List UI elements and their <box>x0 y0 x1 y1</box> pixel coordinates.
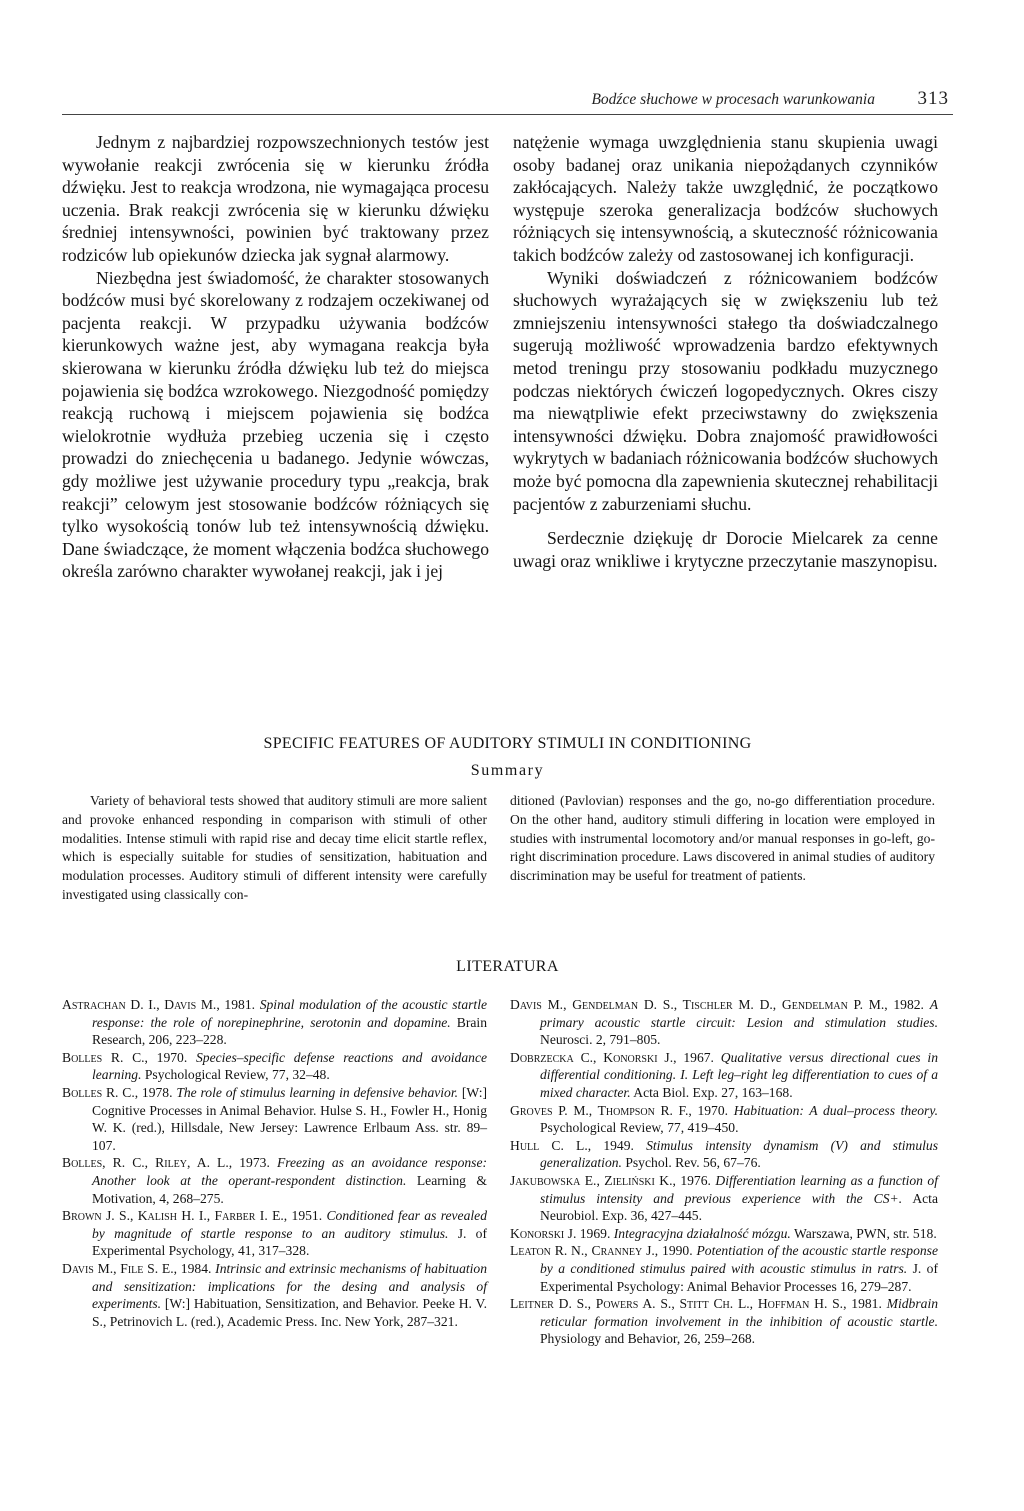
reference-title: Midbrain reticular formation involvement in the inhibition of acoustic startle. <box>540 1296 939 1329</box>
reference-authors: Groves P. M., Thompson R. F. <box>510 1102 689 1118</box>
summary-subtitle: Summary <box>470 762 545 779</box>
reference-source: Acta Neurobiol. Exp. 36, 427–445. <box>540 1190 938 1224</box>
reference-authors: Astrachan D. I., Davis M. <box>62 997 217 1012</box>
summary-column-left <box>62 792 487 905</box>
reference-item <box>510 1137 938 1172</box>
acknowledgment: Serdecznie dziękuję dr Dorocie Mielcarek za cenne uwagi oraz wnikliwe i krytyczne przeczytanie maszynopisu. <box>513 528 938 571</box>
reference-source: Psychological Review, 77, 419–450. <box>540 1120 739 1136</box>
reference-item <box>62 1084 487 1154</box>
reference-authors: Davis M., File S. E. <box>62 1260 174 1276</box>
reference-title: Spinal modulation of the acoustic startle response: the role of norepinephrine, serotonin and dopamine. <box>92 997 488 1030</box>
reference-year: , 1982. <box>884 997 930 1012</box>
reference-title: The role of stimulus learning in defensive behavior. <box>176 1084 459 1100</box>
reference-authors: Leaton R. N., Cranney J. <box>510 1243 655 1259</box>
reference-title: Potentiation of the acoustic startle response by a conditioned stimulus paired with acoustic stimulus in ratrs. <box>540 1243 938 1276</box>
reference-item <box>62 1207 487 1260</box>
summary-paragraph: ditioned (Pavlovian) responses and the go, no-go differentiation procedure. On the other hand, auditory stimuli differing in location were employed in studies with instrumental locomotory and/or manual responses in go-left, go-right discrimination procedure. Laws discovered in animal studies of auditory discrimination may be useful for treatment of patients. <box>510 793 935 884</box>
reference-authors: Jakubowska E., Zieliński K. <box>510 1172 673 1188</box>
reference-title: Freezing as an avoidance response: Another look at the operant-respondent distinction. <box>92 1155 488 1188</box>
reference-item <box>510 1172 938 1225</box>
reference-source: Psychol. Rev. 56, 67–76. <box>621 1155 761 1171</box>
reference-item <box>510 1295 938 1348</box>
reference-year: , 1967. <box>673 1049 721 1065</box>
summary-paragraph: Variety of behavioral tests showed that auditory stimuli are more salient and provoke enhanced responding in comparison with stimuli of other modalities. Intense stimuli with rapid rise and decay time elicit startle reflex, which is especially suitable for studies of sensitization, habituation and modulation processes. Auditory stimuli of different intensity were carefully investigated using classically con- <box>62 793 487 902</box>
reference-authors: Bolles R. C. <box>62 1084 135 1100</box>
reference-title: Qualitative versus directional cues in differential conditioning. I. Left leg–right leg differentiation to cues of a mixed character. <box>540 1049 938 1100</box>
reference-year: , 1976. <box>672 1172 716 1188</box>
reference-source: Warszawa, PWN, str. 518. <box>790 1225 937 1241</box>
references-column-left <box>62 996 487 1330</box>
reference-title: Species–specific defense reactions and avoidance learning. <box>92 1049 488 1083</box>
reference-title: Intrinsic and extrinsic mechanisms of habituation and sensitization: implications for the desing and analysis of experiments. <box>92 1260 488 1312</box>
reference-year: , 1981. <box>843 1296 887 1312</box>
reference-item <box>62 1049 487 1084</box>
reference-year: , 1970. <box>688 1102 734 1118</box>
reference-title: A primary acoustic startle circuit: Lesion and stimulation studies. <box>540 997 938 1030</box>
body-column-left <box>62 131 489 583</box>
reference-authors: Konorski J. <box>510 1225 577 1241</box>
page-number: 313 <box>917 88 949 109</box>
reference-source: Acta Biol. Exp. 27, 163–168. <box>630 1084 793 1100</box>
reference-item <box>510 1225 938 1243</box>
summary-title: SPECIFIC FEATURES OF AUDITORY STIMULI IN CONDITIONING <box>263 735 752 752</box>
reference-source: Brain Research, 206, 223–228. <box>92 1014 488 1048</box>
reference-title: Integracyjna działalność mózgu. <box>613 1225 791 1241</box>
reference-year: , 1978. <box>134 1084 177 1100</box>
reference-year: 1969. <box>576 1225 614 1241</box>
reference-title: Stimulus intensity dynamism (V) and stimulus generalization. <box>540 1137 939 1171</box>
reference-year: , 1990. <box>654 1243 697 1259</box>
reference-item <box>510 1049 938 1102</box>
references-column-right <box>510 996 938 1348</box>
reference-item <box>62 996 487 1049</box>
reference-title: Habituation: A dual–process theory. <box>733 1102 939 1118</box>
reference-year: , 1973. <box>228 1155 277 1171</box>
reference-item <box>510 1242 938 1295</box>
reference-source: Neurosci. 2, 791–805. <box>540 1032 661 1048</box>
reference-title: Conditioned fear as revealed by magnitude of startle response to an auditory stimulus. <box>92 1208 487 1241</box>
literature-title: LITERATURA <box>456 958 559 975</box>
reference-item <box>62 1154 487 1207</box>
reference-source: [W:] Habituation, Sensitization, and Behavior. Peeke H. V. S., Petrinovich L. (red.), Academic Press. Inc. New York, 287–321. <box>92 1296 487 1329</box>
reference-source: J. of Experimental Psychology: Animal Behavior Processes 16, 279–287. <box>540 1260 939 1294</box>
reference-source: Physiology and Behavior, 26, 259–268. <box>540 1331 756 1347</box>
body-paragraph: natężenie wymaga uwzględnienia stanu skupienia uwagi osoby badanej oraz unikania niepożądanych czynników zakłócających. Należy także uwzględnić, że początkowo występuje szeroka generalizacja bodźców słuchowych różniących się intensywnością, a skuteczność różnicowania takich bodźców zależy od zastosowanej ich konfiguracji. <box>513 132 938 265</box>
reference-authors: Davis M., Gendelman D. S., Tischler M. D., Gendelman P. M. <box>510 997 885 1012</box>
reference-source: [W:] Cognitive Processes in Animal Behavior. Hulse S. H., Fowler H., Honig W. K. (red.), Hillsdale, New Jersey: Lawrence Erlbaum Ass. str. 89–107. <box>92 1084 488 1153</box>
reference-year: , 1981. <box>216 997 260 1012</box>
reference-source: Psychological Review, 77, 32–48. <box>141 1067 330 1083</box>
reference-year: , 1951. <box>283 1208 327 1224</box>
reference-item <box>510 1102 938 1137</box>
summary-column-right <box>510 792 935 886</box>
reference-source: Learning & Motivation, 4, 268–275. <box>92 1172 488 1206</box>
reference-year: , 1949. <box>587 1137 647 1153</box>
body-paragraph: Niezbędna jest świadomość, że charakter stosowanych bodźców musi być skorelowany z rodzajem oczekiwanej od pacjenta reakcji. W przypadku używania bodźców kierunkowych ważne jest, aby wymagana reakcja była skierowana w kierunku źródła dźwięku lub też do miejsca pojawienia się bodźca wzrokowego. Niezgodność pomiędzy reakcją ruchową i miejscem pojawienia się bodźca wielokrotnie wydłuża przebieg uczenia się i często prowadzi do zniechęcenia u badanego. Jedynie wówczas, gdy możliwe jest używanie procedury typu „reakcja, brak reakcji” celowym jest stosowanie bodźców różniących się tylko wysokością tonów lub też intensywnością dźwięku. Dane świadczące, że moment włączenia bodźca słuchowego określa zarówno charakter wywołanej reakcji, jak i jej <box>62 267 489 582</box>
reference-authors: Leitner D. S., Powers A. S., Stitt Ch. L., Hoffman H. S. <box>510 1296 844 1312</box>
running-header <box>62 88 953 115</box>
reference-source: J. of Experimental Psychology, 41, 317–328. <box>92 1225 487 1259</box>
reference-item <box>62 1260 487 1330</box>
body-column-right <box>513 131 938 572</box>
reference-authors: Dobrzecka C., Konorski J. <box>510 1049 674 1065</box>
reference-year: , 1984. <box>173 1260 216 1276</box>
reference-authors: Bolles R. C. <box>62 1049 145 1065</box>
reference-title: Differentiation learning as a function of stimulus intensity and previous experience with the CS+. <box>540 1172 938 1206</box>
reference-authors: Hull C. L. <box>510 1137 588 1153</box>
body-paragraph: Wyniki doświadczeń z różnicowaniem bodźców słuchowych wyrażających się w zwiększeniu lub też zmniejszeniu intensywności stałego tła doświadczalnego sugerują możliwość wprowadzenia bardzo efektywnych metod treningu przy stosowaniu podkładu muzycznego podczas niektórych ćwiczeń logopedycznych. Okres ciszy ma niewątpliwie efekt przeciwstawny do zwiększenia intensywności dźwięku. Dobra znajomość prawidłowości wykrytych w badaniach różnicowania bodźców słuchowych może być pomocna dla zapewnienia skutecznej rehabilitacji pacjentów z zaburzeniami słuchu. <box>513 267 938 514</box>
reference-item <box>510 996 938 1049</box>
body-paragraph: Jednym z najbardziej rozpowszechnionych testów jest wywołanie reakcji zwrócenia się w kierunku źródła dźwięku. Jest to reakcja wrodzona, nie wymagająca procesu uczenia. Brak reakcji zwrócenia się w kierunku dźwięku średniej intensywności, powinien być traktowany przez rodziców lub opiekunów dziecka jak sygnał alarmowy. <box>62 132 489 265</box>
reference-authors: Brown J. S., Kalish H. I., Farber I. E. <box>62 1208 284 1224</box>
reference-authors: Bolles, R. C., Riley, A. L. <box>62 1155 229 1171</box>
running-title: Bodźce słuchowe w procesach warunkowania <box>591 91 875 108</box>
reference-year: , 1970. <box>144 1049 196 1065</box>
